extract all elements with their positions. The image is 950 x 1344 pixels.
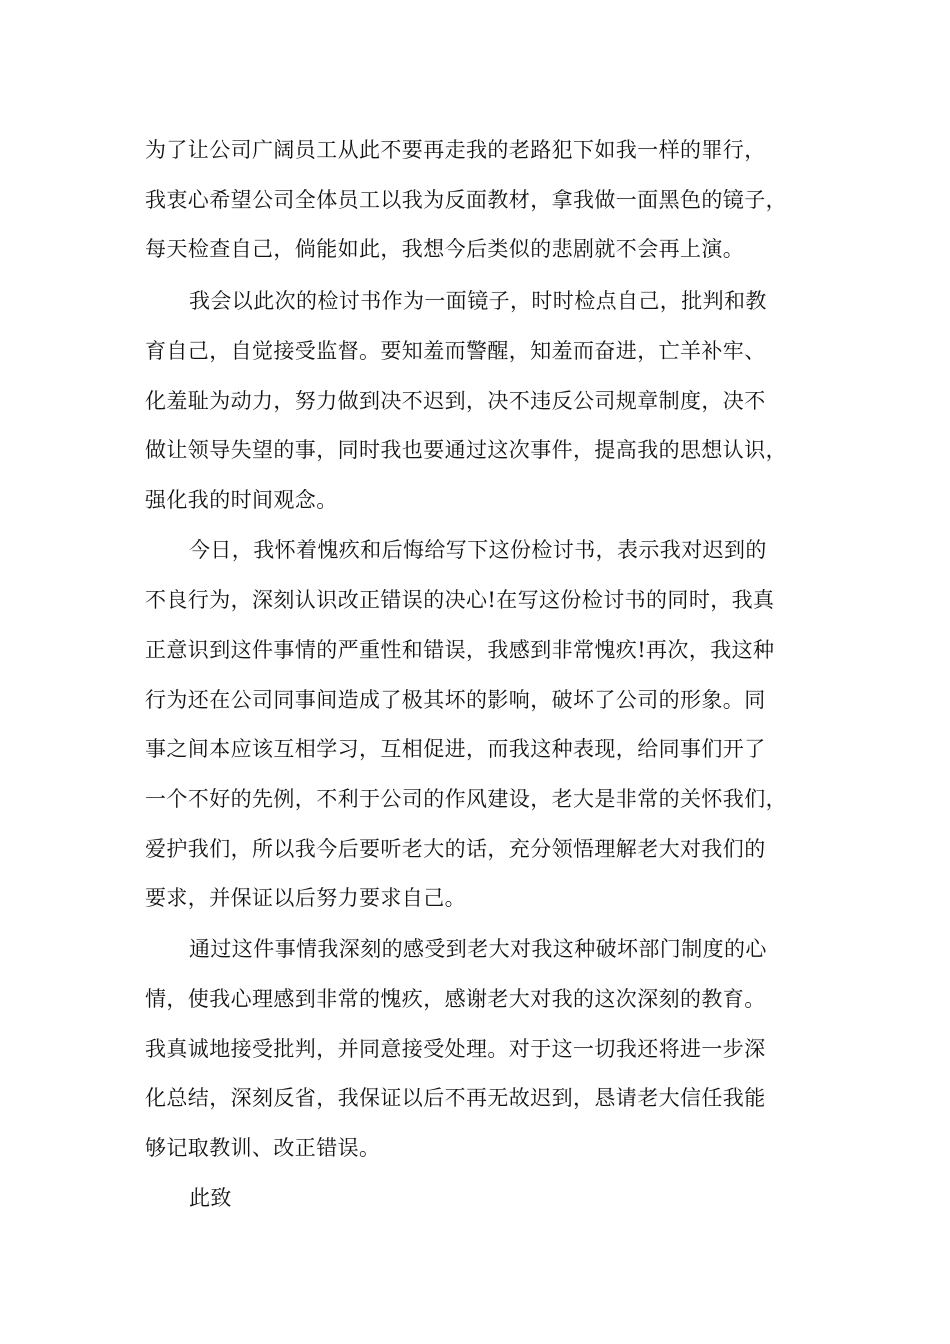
paragraph-first-line: 我会以此次的检讨书作为一面镜子，时时检点自己，批判和教 (189, 289, 767, 313)
text-line: 不良行为，深刻认识改正错误的决心!在写这份检讨书的同时，我真 (145, 588, 775, 612)
paragraph-first-line: 今日，我怀着愧疚和后悔给写下这份检讨书，表示我对迟到的 (189, 538, 767, 562)
text-line: 化羞耻为动力，努力做到决不迟到，决不违反公司规章制度，决不 (145, 389, 766, 413)
text-line: 做让领导失望的事，同时我也要通过这次事件，提高我的思想认识， (145, 438, 787, 462)
text-line: 我衷心希望公司全体员工以我为反面教材，拿我做一面黑色的镜子， (145, 188, 787, 212)
text-line: 正意识到这件事情的严重性和错误，我感到非常愧疚!再次，我这种 (145, 638, 775, 662)
closing-salutation: 此致 (189, 1186, 232, 1210)
text-line: 事之间本应该互相学习，互相促进，而我这种表现，给同事们开了 (145, 737, 766, 761)
text-line: 我真诚地接受批判，并同意接受处理。对于这一切我还将进一步深 (145, 1037, 766, 1061)
text-line: 情，使我心理感到非常的愧疚，感谢老大对我的这次深刻的教育。 (145, 987, 766, 1011)
text-line: 够记取教训、改正错误。 (145, 1136, 381, 1160)
text-line: 爱护我们，所以我今后要听老大的话，充分领悟理解老大对我们的 (145, 837, 766, 861)
text-line: 行为还在公司同事间造成了极其坏的影响，破坏了公司的形象。同 (145, 688, 766, 712)
text-line: 为了让公司广阔员工从此不要再走我的老路犯下如我一样的罪行， (145, 138, 766, 162)
text-line: 强化我的时间观念。 (145, 488, 338, 512)
text-line: 化总结，深刻反省，我保证以后不再无故迟到，恳请老大信任我能 (145, 1086, 766, 1110)
text-line: 育自己，自觉接受监督。要知羞而警醒，知羞而奋进，亡羊补牢、 (145, 339, 766, 363)
text-line: 要求，并保证以后努力要求自己。 (145, 886, 466, 910)
text-line: 每天检查自己，倘能如此，我想今后类似的悲剧就不会再上演。 (145, 237, 745, 261)
paragraph-first-line: 通过这件事情我深刻的感受到老大对我这种破坏部门制度的心 (189, 937, 767, 961)
text-line: 一个不好的先例，不利于公司的作风建设，老大是非常的关怀我们， (145, 787, 787, 811)
